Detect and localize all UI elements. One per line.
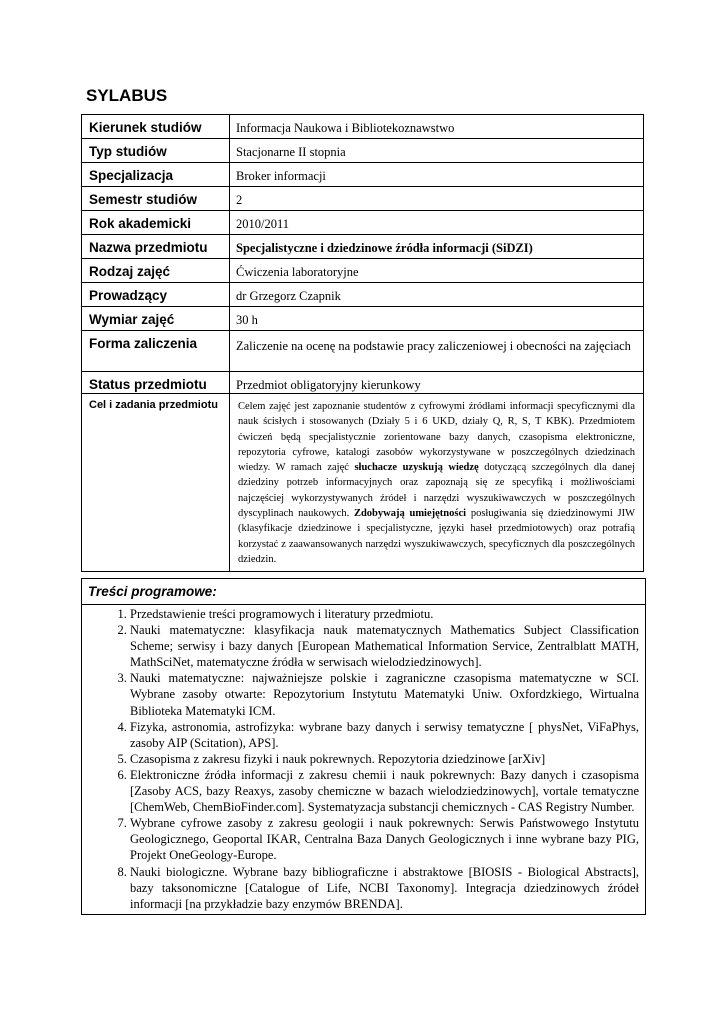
label-specialization: Specjalizacja <box>82 163 230 187</box>
value-instructor: dr Grzegorz Czapnik <box>230 283 644 307</box>
program-content-box <box>81 578 646 915</box>
label-goals: Cel i zadania przedmiotu <box>82 394 230 572</box>
value-field-of-study: Informacja Naukowa i Bibliotekoznawstwo <box>230 115 644 139</box>
program-list <box>82 605 645 914</box>
row-hours <box>82 307 644 331</box>
goals-text-3: posługiwania się dziedzinowymi JIW (klasyfikacje dziedzinowe i specjalistyczne, języki haseł przedmiotowych) oraz potrafią korzystać z zaawansowanych narzędzi wyszukiwawczych, specyficznych dla poszczególnych dziedzin. <box>238 508 635 565</box>
row-assessment <box>82 331 644 372</box>
program-item: 6. Elektroniczne źródła informacji z zakresu chemii i nauk pokrewnych: Bazy danych i czasopisma [Zasoby ACS, bazy Reaxys, zasoby chemiczne w bazach wielodziedzinowych], vortale tematyczne [ChemWeb, ChemBioFinder.com]. Systematyzacja substancji chemicznych - CAS Registry Number. <box>130 767 639 815</box>
value-semester: 2 <box>230 187 644 211</box>
program-item: 2. Nauki matematyczne: klasyfikacja nauk matematycznych Mathematics Subject Classification Scheme; serwisy i bazy danych [European Mathematical Information Service, Zentralblatt MATH, MathSciNet, matematyczne źródła w serwisach wielodziedzinowych]. <box>130 622 639 670</box>
label-instructor: Prowadzący <box>82 283 230 307</box>
goals-bold-skills: Zdobywają umiejętności <box>353 508 467 520</box>
label-assessment: Forma zaliczenia <box>82 331 230 372</box>
row-academic-year <box>82 211 644 235</box>
value-academic-year: 2010/2011 <box>230 211 644 235</box>
label-semester: Semestr studiów <box>82 187 230 211</box>
label-hours: Wymiar zajęć <box>82 307 230 331</box>
row-class-type <box>82 259 644 283</box>
row-study-type <box>82 139 644 163</box>
row-field-of-study <box>82 115 644 139</box>
program-item: 8. Nauki biologiczne. Wybrane bazy bibliograficzne i abstraktowe [BIOSIS - Biological Abstracts], bazy taksonomiczne [Catalogue of Life, NCBI Taxonomy]. Integracja dziedzinowych źródeł informacji [na przykładzie bazy enzymów BRENDA]. <box>130 864 639 912</box>
row-instructor <box>82 283 644 307</box>
label-study-type: Typ studiów <box>82 139 230 163</box>
program-item: 3. Nauki matematyczne: najważniejsze polskie i zagraniczne czasopisma matematyczne w SCI. Wybrane zasoby otwarte: Repozytorium Instytutu Matematyki Uniw. Oxfordzkiego, Wirtualna Biblioteka Matematyki ICM. <box>130 670 639 718</box>
row-goals <box>82 394 644 572</box>
value-study-type: Stacjonarne II stopnia <box>230 139 644 163</box>
program-item: 4. Fizyka, astronomia, astrofizyka: wybrane bazy danych i serwisy tematyczne [ physNet, ViFaPhys, zasoby AIP (Scitation), APS]. <box>130 719 639 751</box>
value-assessment: Zaliczenie na ocenę na podstawie pracy zaliczeniowej i obecności na zajęciach <box>230 331 644 372</box>
value-hours: 30 h <box>230 307 644 331</box>
row-course-name <box>82 235 644 259</box>
label-course-name: Nazwa przedmiotu <box>82 235 230 259</box>
value-specialization: Broker informacji <box>230 163 644 187</box>
label-status: Status przedmiotu <box>82 372 230 394</box>
value-class-type: Ćwiczenia laboratoryjne <box>230 259 644 283</box>
program-item: 5. Czasopisma z zakresu fizyki i nauk pokrewnych. Repozytoria dziedzinowe [arXiv] <box>130 751 639 767</box>
label-field-of-study: Kierunek studiów <box>82 115 230 139</box>
row-semester <box>82 187 644 211</box>
value-course-name: Specjalistyczne i dziedzinowe źródła informacji (SiDZI) <box>230 235 644 259</box>
goals-bold-knowledge: słuchacze uzyskują wiedzę <box>354 462 479 474</box>
label-class-type: Rodzaj zajęć <box>82 259 230 283</box>
goals-text-1: Celem zajęć jest zapoznanie studentów z cyfrowymi źródłami informacji specyficznymi dla nauk ścisłych i stosowanych (Działy 5 i 6 UKD, działy Q, R, S, T KBK). Przedmiotem ćwiczeń będą specjalistycznie zorientowane bazy danych, czasopisma elektroniczne, repozytoria cyfrowe, katalogi zasobów wykorzystywane w poszczególnych dziedzinach wiedzy. W ramach zajęć <box>238 401 635 474</box>
program-heading: Treści programowe: <box>82 579 645 605</box>
row-status <box>82 372 644 394</box>
goals-text-2: dotyczącą szczególnych dla danej dziedziny potrzeb informacyjnych oraz zapoznają się ze specyfiką i możliwościami najczęściej wykorzystywanych źródeł i narzędzi wyszukiwawczych w poszczególnych dyscyplinach naukowych. <box>238 462 636 520</box>
label-academic-year: Rok akademicki <box>82 211 230 235</box>
program-item: 7. Wybrane cyfrowe zasoby z zakresu geologii i nauk pokrewnych: Serwis Państwowego Instytutu Geologicznego, Geoportal IKAR, Centralna Baza Danych Geologicznych i inne wybrane bazy PIG, Projekt OneGeology-Europe. <box>130 815 639 863</box>
program-item: 1. Przedstawienie treści programowych i literatury przedmiotu. <box>130 606 639 622</box>
goals-description <box>230 394 644 572</box>
syllabus-info-table <box>81 114 644 572</box>
value-status: Przedmiot obligatoryjny kierunkowy <box>230 372 644 394</box>
document-title: SYLABUS <box>86 86 168 105</box>
row-specialization <box>82 163 644 187</box>
